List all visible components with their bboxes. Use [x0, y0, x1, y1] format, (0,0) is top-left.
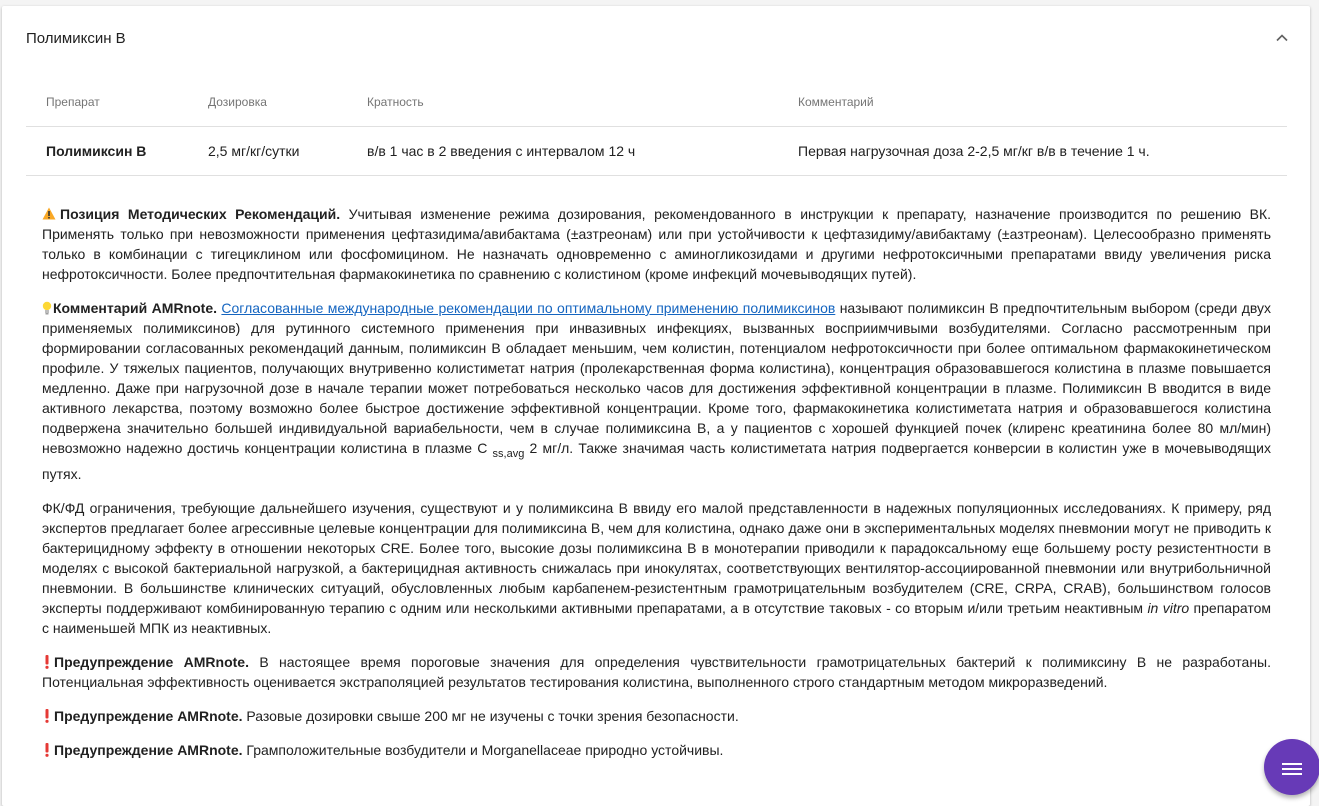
polymyxin-guidelines-link[interactable]: Согласованные международные рекомендации по оптимальному применению полимиксинов [221, 300, 836, 316]
note-text: Учитывая изменение режима дозирования, рекомендованного в инструкции к препарату, назначение производится по решению ВК. Применять только при невозможности применения цефтазидима/авибактама (±азтреонам) или при устойчивости к цефтазидиму/авибактаму (±азтреонам). Целесообразно применять только в комбинации с тигециклином или фосфомицином. Не назначать одновременно с аминогликозидами и другими нефротоксичными препаратами ввиду увеличения риска нефротоксичности. Более предпочтительная фармакокинетика по сравнению с колистином (кроме инфекций мочевыводящих путей). [42, 206, 1272, 282]
pkpd-limitations-note [42, 498, 1271, 638]
lightbulb-icon [42, 301, 52, 315]
note-text: называют полимиксин B предпочтительным выбором (среди двух применяемых полимиксинов) для рутинного системного применения при инвазивных инфекциях, вызванных восприимчивыми возбудителями. Согласно рассмотренным при формировании согласованных рекомендаций данным, полимиксин В обладает меньшим, чем колистин, потенциалом нефротоксичности при более оптимальном фармакокинетическом профиле. У тяжелых пациентов, получающих внутривенно колистиметат натрия (пролекарственная форма колистина), концентрация образовавшегося колистина в плазме повышается медленно. Даже при нагрузочной дозе в начале терапии может потребоваться несколько часов для достижения эффективной концентрации в плазме. Полимиксин В вводится в виде активного лекарства, поэтому возможно более быстрое достижение эффективной концентрации. Кроме того, фармакокинетика колистиметата натрия и образовавшегося колистина подвержена значительно большей индивидуальной вариабельности, чем в случае полимиксина В, а у пациентов с хорошей функцией почек (клиренс креатинина более 80 мл/мин) невозможно надежно достичь концентрации колистина в плазме C [42, 300, 1272, 456]
panel-header[interactable] [2, 6, 1310, 70]
column-header-dose: Дозировка [188, 78, 347, 127]
amrnote-warning-dosage [42, 706, 1271, 726]
table-row [26, 127, 1287, 176]
note-text: ФК/ФД ограничения, требующие дальнейшего изучения, существуют и у полимиксина В ввиду его малой представленности в надежных популяционных исследованиях. К примеру, ряд экспертов предлагает более агрессивные целевые концентрации для полимиксина В, чем для колистина, однако даже они в экспериментальных моделях пневмонии могут не приводить к бактерицидному эффекту в отношении некоторых CRE. Более того, высокие дозы полимиксина В в монотерапии приводили к парадоксальному еще большему росту резистентности в моделях с высокой бактериальной нагрузкой, а бактерицидная активность снижалась при инокулятах, соответствующих вентилятор-ассоциированной пневмонии или внутрибольничной пневмонии. В большинстве клинических ситуаций, обусловленных любым карбапенем-резистентным грамотрицательным возбудителем (CRE, CRPA, CRAB), большинством голосов эксперты поддерживают комбинированную терапию с одним или несколькими активными препаратами, а в отсутствие таковых - со вторым и/или третьим неактивным [42, 499, 1271, 616]
cell-comment: Первая нагрузочная доза 2-2,5 мг/кг в/в в течение 1 ч. [778, 127, 1287, 176]
chevron-up-icon[interactable] [1272, 28, 1292, 48]
warning-icon [42, 207, 56, 220]
exclamation-icon [44, 655, 50, 669]
note-text-end: препаратом с наименьшей МПК из неактивных. [42, 599, 1271, 636]
amrnote-warning-resistance [42, 740, 1271, 760]
amrnote-warning-breakpoints [42, 652, 1271, 692]
note-title: Предупреждение AMRnote. [54, 741, 243, 758]
note-title: Предупреждение AMRnote. [54, 653, 249, 670]
amrnote-comment [42, 298, 1271, 484]
note-title: Предупреждение AMRnote. [54, 707, 243, 724]
note-text-end: 2 мг/л. Также значимая часть колистиметата натрия подвергается конверсии в колистин уже в мочевыводящих путях. [42, 440, 1271, 482]
column-header-frequency: Кратность [347, 78, 778, 127]
column-header-drug: Препарат [26, 78, 188, 127]
in-vitro-text: in vitro [1147, 599, 1190, 616]
note-text: Грамположительные возбудители и Morganellaceae природно устойчивы. [242, 741, 724, 758]
column-header-comment: Комментарий [778, 78, 1287, 127]
note-text: Разовые дозировки свыше 200 мг не изучены с точки зрения безопасности. [242, 707, 739, 724]
exclamation-icon [44, 709, 50, 723]
cell-frequency: в/в 1 час в 2 введения с интервалом 12 ч [347, 127, 778, 176]
notes-section [42, 204, 1271, 774]
table-header-row [26, 78, 1287, 127]
cell-dose: 2,5 мг/кг/сутки [188, 127, 347, 176]
drug-panel [2, 6, 1310, 806]
cell-drug: Полимиксин В [26, 127, 188, 176]
exclamation-icon [44, 743, 50, 757]
menu-icon [1281, 758, 1303, 778]
note-text: В настоящее время пороговые значения для определения чувствительности грамотрицательных бактерий к полимиксину В не разработаны. Потенциальная эффективность оценивается экстраполяцией результатов тестирования колистина, выполненного строго стандартным методом микроразведений. [42, 653, 1271, 690]
panel-title: Полимиксин В [26, 30, 126, 47]
note-title: Комментарий AMRnote. [53, 300, 217, 316]
menu-fab-button[interactable] [1264, 739, 1319, 795]
note-title: Позиция Методических Рекомендаций. [60, 206, 341, 222]
subscript-ss-avg: ss,avg [492, 447, 525, 460]
guidelines-position-note [42, 204, 1271, 284]
dosage-table [26, 78, 1287, 176]
